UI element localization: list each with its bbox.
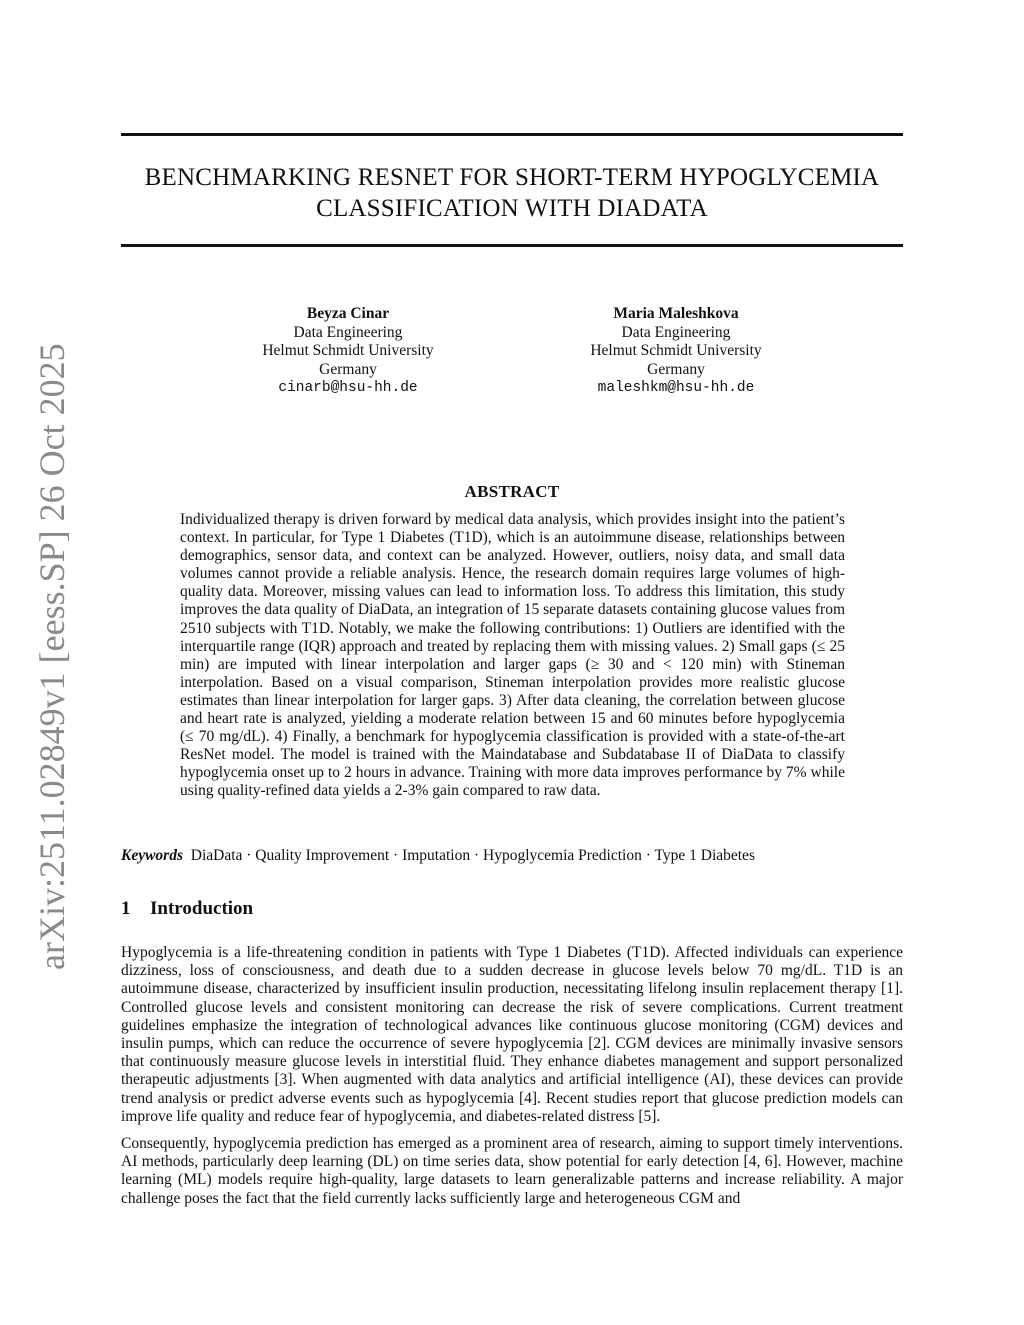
- author-email[interactable]: maleshkm@hsu-hh.de: [597, 380, 755, 396]
- author-country: Germany: [319, 360, 377, 378]
- section-title: Introduction: [150, 898, 254, 919]
- paper-title: BENCHMARKING RESNET FOR SHORT-TERM HYPOGLYCEMIA CLASSIFICATION WITH DIADATA: [144, 164, 880, 222]
- section-number: 1: [121, 898, 131, 919]
- author-name: Maria Maleshkova: [613, 305, 739, 322]
- author-department: Data Engineering: [621, 323, 731, 341]
- author-block-2: [526, 305, 826, 398]
- title-bottom-rule: [121, 244, 903, 247]
- author-block-1: [198, 305, 498, 398]
- author-university: Helmut Schmidt University: [590, 342, 762, 359]
- arxiv-identifier: arXiv:2511.02849v1 [eess.SP] 26 Oct 2025: [32, 343, 72, 970]
- body-paragraph: Hypoglycemia is a life-threatening condition in patients with Type 1 Diabetes (T1D). Affected individuals can experience dizziness, loss of consciousness, and death due to a sudden decrease in glucose levels below 70 mg/dL. T1D is an autoimmune disease, characterized by insufficient insulin production, necessitating lifelong insulin replacement therapy [1]. Controlled glucose levels and consistent monitoring can decrease the risk of severe complications. Current treatment guidelines emphasize the integration of technological advances like continuous glucose monitoring (CGM) devices and insulin pumps, which can reduce the occurrence of severe hypoglycemia [2]. CGM devices are minimally invasive sensors that continuously measure glucose levels in interstitial fluid. They enhance diabetes management and support personalized therapeutic adjustments [3]. When augmented with data analytics and artificial intelligence (AI), these devices can provide trend analysis or predict adverse events such as hypoglycemia [4]. Recent studies report that glucose prediction models can improve life quality and reduce fear of hypoglycemia, and diabetes-related distress [5].: [121, 944, 903, 1125]
- author-university: Helmut Schmidt University: [262, 342, 434, 359]
- keywords-list: DiaData · Quality Improvement · Imputation · Hypoglycemia Prediction · Type 1 Diabetes: [190, 847, 755, 864]
- keywords-label: Keywords: [121, 847, 183, 864]
- abstract-text: Individualized therapy is driven forward by medical data analysis, which provides insight into the patient’s context. In particular, for Type 1 Diabetes (T1D), which is an autoimmune disease, relationships between demographics, sensor data, and context can be analyzed. However, outliers, noisy data, and small data volumes cannot provide a reliable analysis. Hence, the research domain requires large volumes of high-quality data. Moreover, missing values can lead to information loss. To address this limitation, this study improves the data quality of DiaData, an integration of 15 separate datasets containing glucose values from 2510 subjects with T1D. Notably, we make the following contributions: 1) Outliers are identified with the interquartile range (IQR) approach and treated by replacing them with missing values. 2) Small gaps (≤ 25 min) are imputed with linear interpolation and larger gaps (≥ 30 and < 120 min) with Stineman interpolation. Based on a visual comparison, Stineman interpolation provides more realistic glucose estimates than linear interpolation for larger gaps. 3) After data cleaning, the correlation between glucose and heart rate is analyzed, yielding a moderate relation between 15 and 60 minutes before hypoglycemia (≤ 70 mg/dL). 4) Finally, a benchmark for hypoglycemia classification is provided with a state-of-the-art ResNet model. The model is trained with the Maindatabase and Subdatabase II of DiaData to classify hypoglycemia onset up to 2 hours in advance. Training with more data improves performance by 7% while using quality-refined data yields a 2-3% gain compared to raw data.: [180, 511, 845, 800]
- author-name: Beyza Cinar: [306, 305, 390, 322]
- section-heading: [121, 898, 253, 920]
- author-country: Germany: [647, 360, 705, 378]
- keywords-line: [121, 847, 903, 865]
- title-top-rule: [121, 133, 903, 136]
- author-email[interactable]: cinarb@hsu-hh.de: [278, 380, 418, 396]
- body-paragraph: Consequently, hypoglycemia prediction has emerged as a prominent area of research, aiming to support timely interventions. AI methods, particularly deep learning (DL) on time series data, show potential for early detection [4, 6]. However, machine learning (ML) models require high-quality, large datasets to learn generalizable patterns and increase reliability. A major challenge poses the fact that the field currently lacks sufficiently large and heterogeneous CGM and: [121, 1135, 903, 1207]
- author-department: Data Engineering: [293, 323, 403, 341]
- abstract-heading: ABSTRACT: [464, 482, 560, 501]
